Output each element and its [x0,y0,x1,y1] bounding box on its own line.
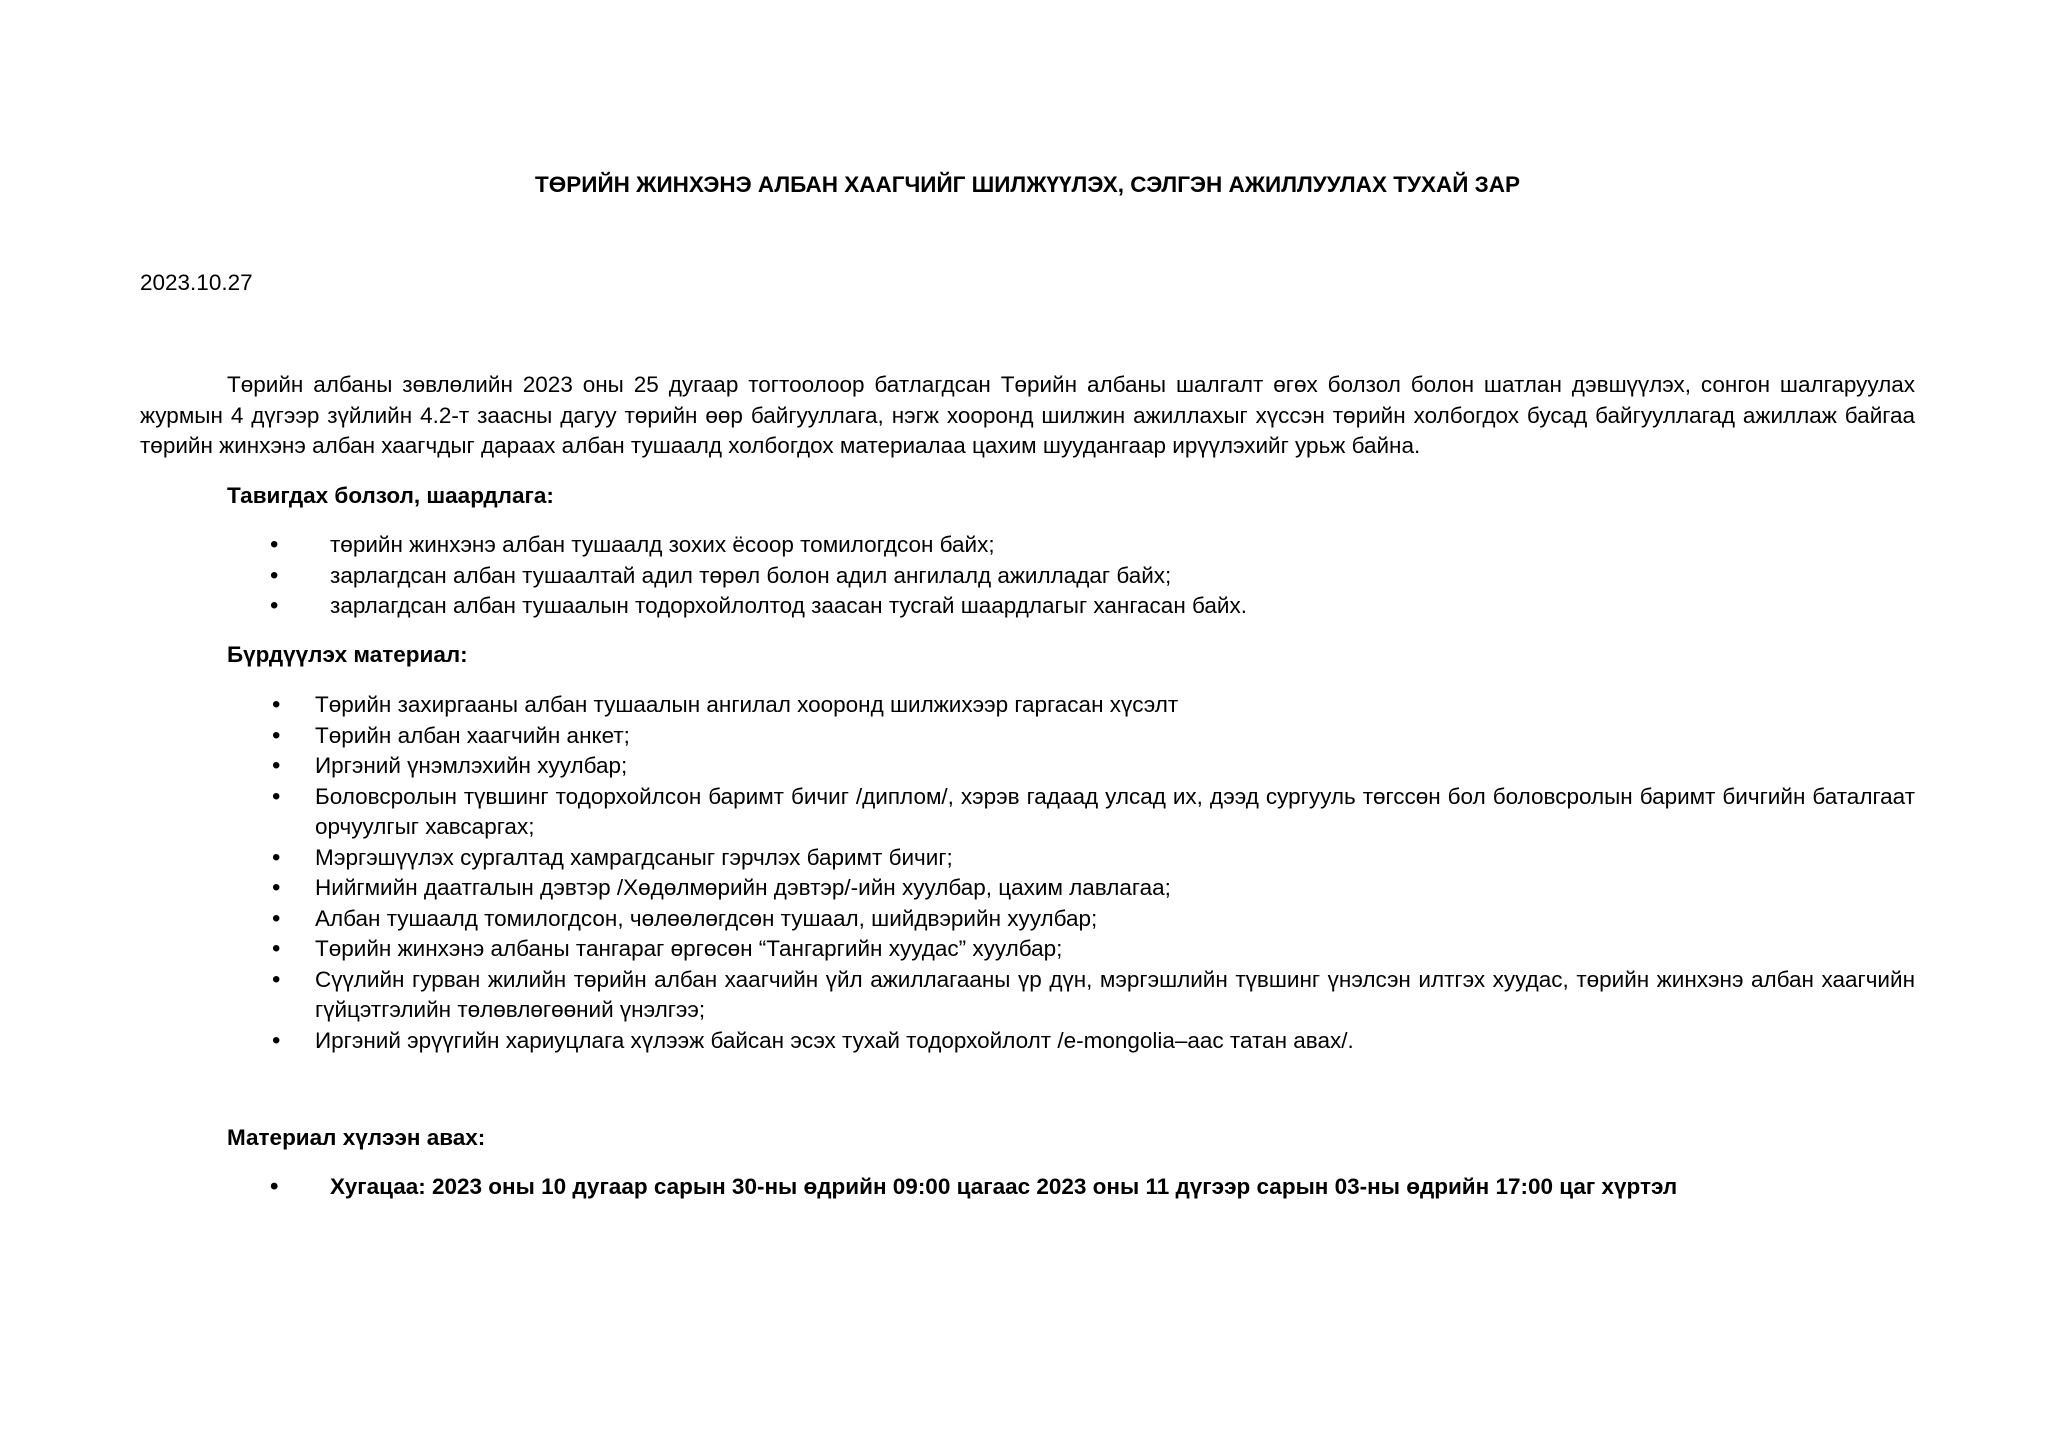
list-item: • Боловсролын түвшинг тодорхойлсон баримт бичиг /диплом/, хэрэв гадаад улсад их, дээд сургууль төгссөн бол боловсролын баримт бичгийн баталгаат орчуулгыг хавсаргах; [315,782,1915,843]
intro-paragraph: Төрийн албаны зөвлөлийн 2023 оны 25 дугаар тогтоолоор батлагдсан Төрийн албаны шалгалт өгөх болзол болон шатлан дэвшүүлэх, сонгон шалгаруулах журмын 4 дүгээр зүйлийн 4.2-т заасны дагуу төрийн өөр байгууллага, нэгж хооронд шилжин ажиллахыг хүссэн төрийн холбогдох бусад байгууллагад ажиллаж байгаа төрийн жинхэнэ албан хаагчдыг дараах албан тушаалд холбогдох материалаа цахим шуудангаар ирүүлэхийг урьж байна. [140,372,1915,458]
materials-list [315,690,1915,1056]
document-date: 2023.10.27 [140,270,253,295]
list-item: • Төрийн албан хаагчийн анкет; [315,721,1915,752]
list-item: • Иргэний эрүүгийн хариуцлага хүлээж байсан эсэх тухай тодорхойлолт /e-mongolia–аас татан авах/. [315,1026,1915,1057]
document-page [140,0,1915,1448]
requirements-list [330,530,1915,622]
list-item: • Сүүлийн гурван жилийн төрийн албан хаагчийн үйл ажиллагааны үр дүн, мэргэшлийн түвшинг үнэлсэн илтгэх хуудас, төрийн жинхэнэ албан хаагчийн гүйцэтгэлийн төлөвлөгөөний үнэлгээ; [315,965,1915,1026]
list-item: • Төрийн жинхэнэ албаны тангараг өргөсөн “Тангаргийн хуудас” хуулбар; [315,934,1915,965]
receiving-heading: Материал хүлээн авах: [227,1125,486,1150]
requirements-heading: Тавигдах болзол, шаардлага: [227,483,554,508]
list-item: • зарлагдсан албан тушаалтай адил төрөл болон адил ангилалд ажилладаг байх; [330,561,1915,592]
list-item: • Нийгмийн даатгалын дэвтэр /Хөдөлмөрийн дэвтэр/-ийн хуулбар, цахим лавлагаа; [315,873,1915,904]
materials-heading: Бүрдүүлэх материал: [227,642,468,667]
list-item: • Албан тушаалд томилогдсон, чөлөөлөгдсөн тушаал, шийдвэрийн хуулбар; [315,904,1915,935]
receiving-list [330,1172,1915,1203]
deadline-item: • Хугацаа: 2023 оны 10 дугаар сарын 30-ны өдрийн 09:00 цагаас 2023 оны 11 дүгээр сарын 03-ны өдрийн 17:00 цаг хүртэл [330,1172,1915,1203]
list-item: • Төрийн захиргааны албан тушаалын ангилал хооронд шилжихээр гаргасан хүсэлт [315,690,1915,721]
list-item: • Мэргэшүүлэх сургалтад хамрагдсаныг гэрчлэх баримт бичиг; [315,843,1915,874]
list-item: • Иргэний үнэмлэхийн хуулбар; [315,751,1915,782]
list-item: • төрийн жинхэнэ албан тушаалд зохих ёсоор томилогдсон байх; [330,530,1915,561]
list-item: • зарлагдсан албан тушаалын тодорхойлолтод заасан тусгай шаардлагыг хангасан байх. [330,591,1915,622]
document-title: ТӨРИЙН ЖИНХЭНЭ АЛБАН ХААГЧИЙГ ШИЛЖҮҮЛЭХ, СЭЛГЭН АЖИЛЛУУЛАХ ТУХАЙ ЗАР [535,172,1520,197]
